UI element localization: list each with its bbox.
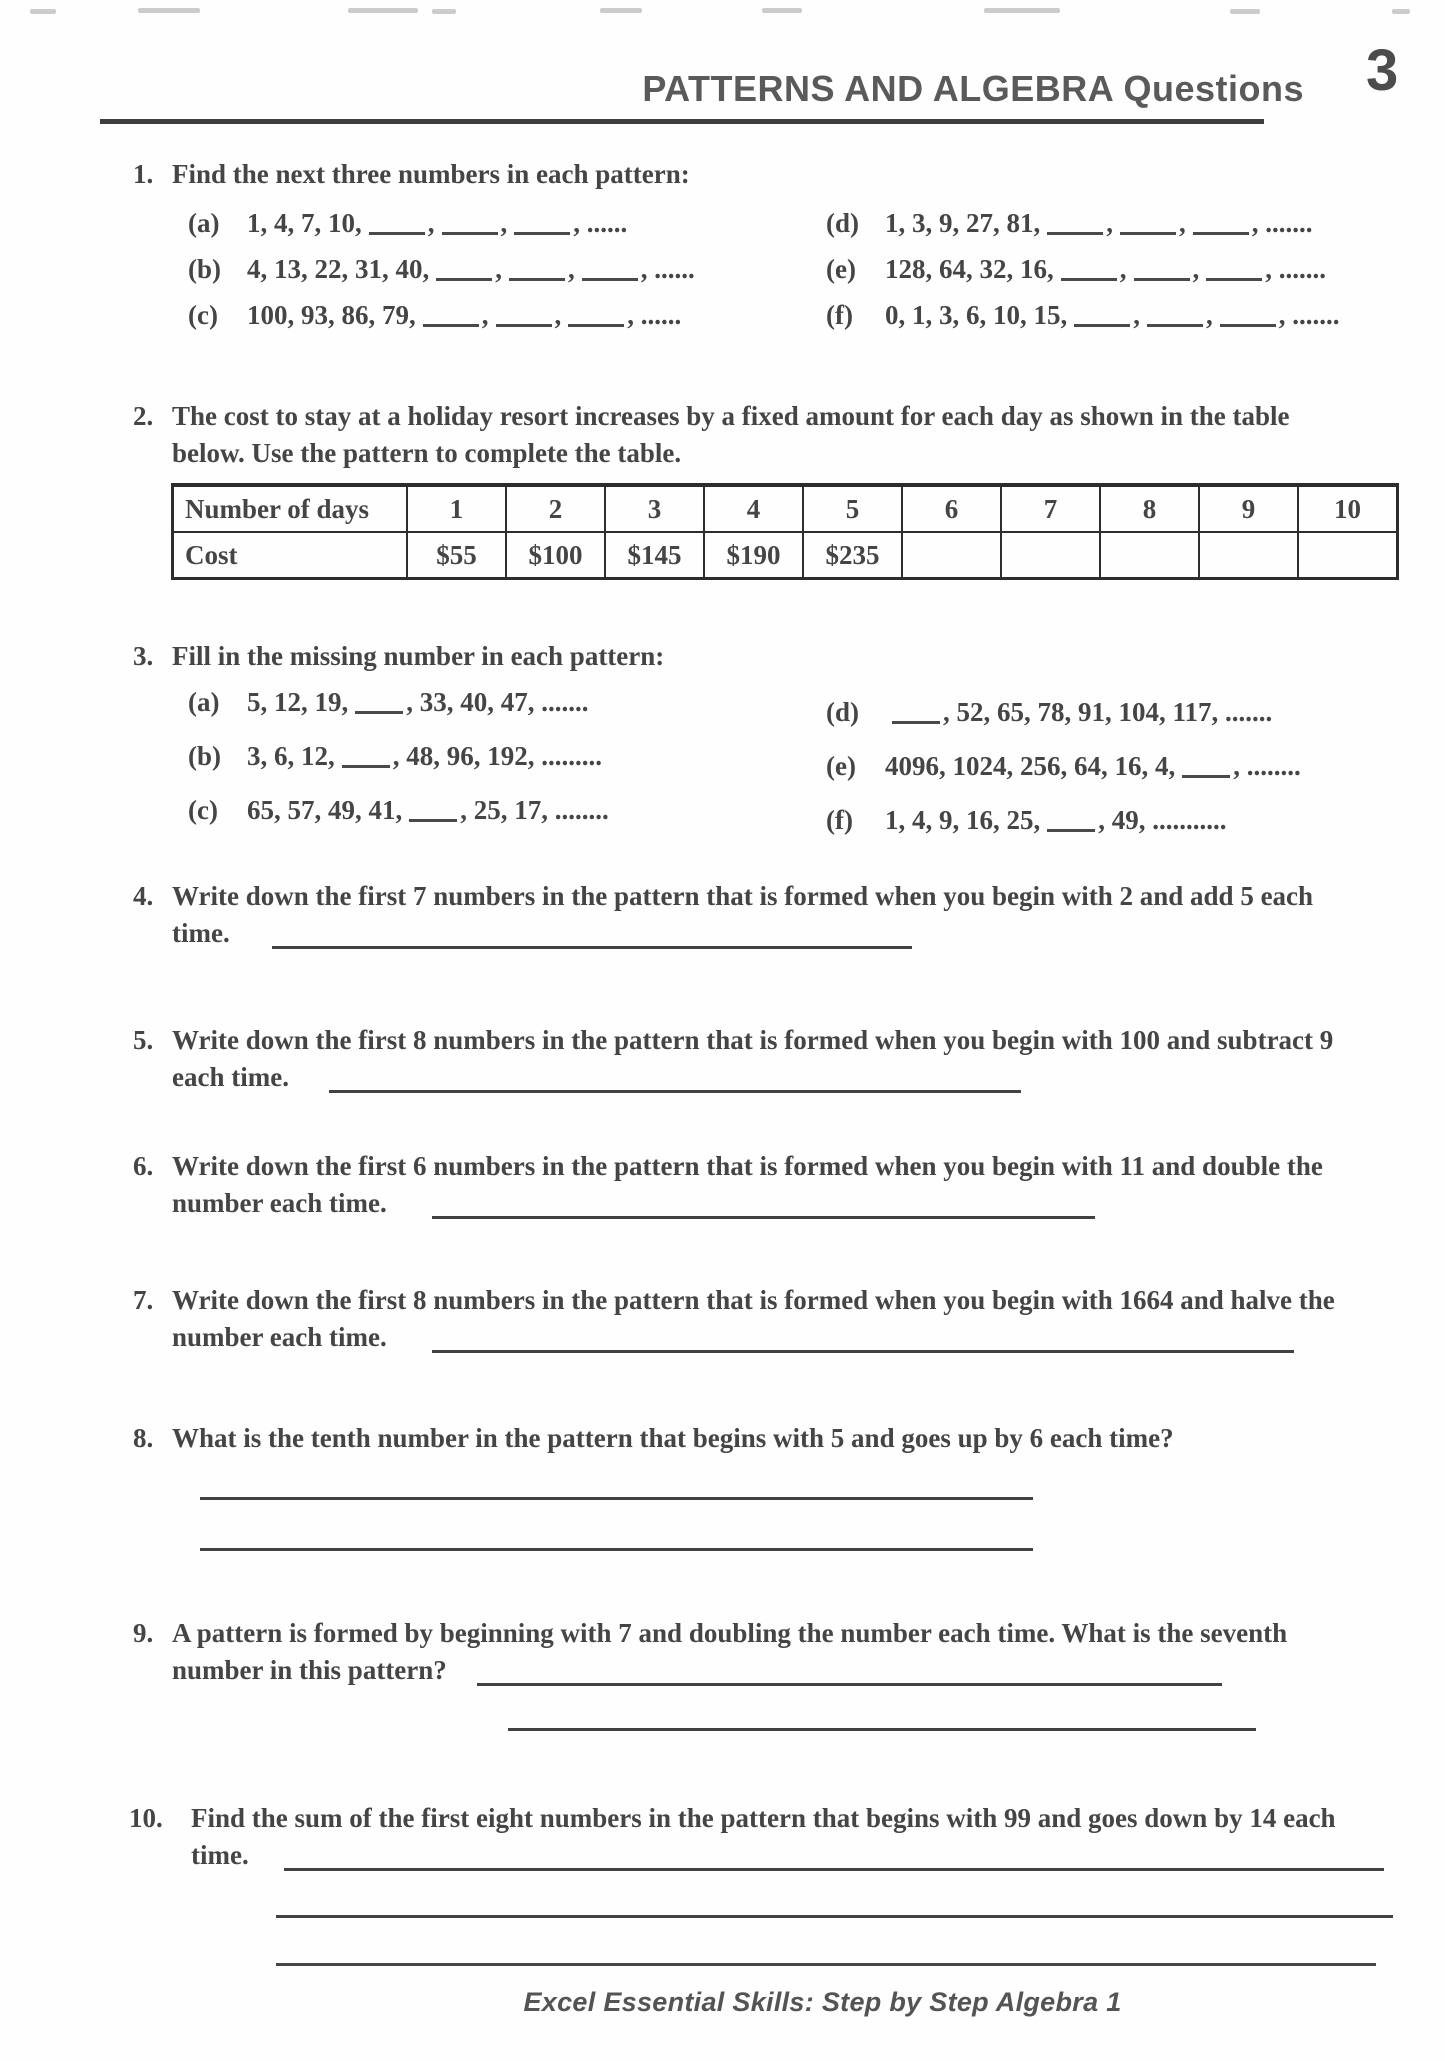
question-5 (133, 1022, 1333, 1096)
q3-right-items (826, 694, 1301, 856)
pattern-item (826, 297, 1340, 334)
sequence-text: 3, 6, 12, (247, 741, 335, 771)
cost-cell (1199, 532, 1298, 579)
cost-cell (1100, 532, 1199, 579)
cost-cell: $235 (803, 532, 902, 579)
sequence-text: , (568, 254, 575, 284)
item-label: (f) (826, 300, 853, 330)
question-text-line2: time. (172, 918, 230, 948)
sequence-text: , (1192, 254, 1200, 284)
scan-artifact (984, 8, 1060, 13)
pattern-item (188, 205, 695, 242)
item-label: (a) (188, 208, 220, 238)
question-text-line2: each time. (172, 1062, 289, 1092)
sequence-text: , (1179, 208, 1186, 238)
question-text-line1: Write down the first 6 numbers in the pattern that is formed when you begin with 11 and double the (172, 1151, 1323, 1181)
blank-line (1047, 824, 1095, 832)
scan-artifact (30, 9, 56, 14)
sequence-text: 128, 64, 32, 16, (885, 254, 1054, 284)
answer-line (272, 943, 912, 949)
item-label: (b) (188, 254, 221, 284)
blank-line (409, 814, 457, 822)
sequence-text: , ....... (1251, 208, 1313, 238)
cost-cell: $145 (605, 532, 704, 579)
question-3-prompt (133, 638, 664, 675)
item-label: (d) (826, 208, 859, 238)
pattern-item (826, 802, 1301, 839)
blank-line (1147, 319, 1203, 327)
item-label: (c) (188, 300, 218, 330)
pattern-item (826, 205, 1340, 242)
sequence-text: 1, 4, 9, 16, 25, (885, 805, 1041, 835)
days-cell: 9 (1199, 485, 1298, 532)
blank-line (509, 273, 565, 281)
scan-artifact (1392, 9, 1410, 14)
sequence-text: , (1206, 300, 1213, 330)
blank-line (342, 760, 390, 768)
cost-cell: $55 (407, 532, 506, 579)
question-text-line2: number each time. (172, 1188, 387, 1218)
blank-line (1074, 319, 1130, 327)
q3-left-items (188, 684, 609, 846)
days-cell: 3 (605, 485, 704, 532)
blank-line (568, 319, 624, 327)
blank-line (423, 319, 479, 327)
sequence-text: 5, 12, 19, (247, 687, 349, 717)
sequence-text: 4, 13, 22, 31, 40, (247, 254, 430, 284)
blank-line (436, 273, 492, 281)
question-number: 5. (133, 1025, 154, 1055)
days-cell: 4 (704, 485, 803, 532)
sequence-text: , 49, ........... (1098, 805, 1227, 835)
table-row-cost (173, 532, 1398, 579)
days-cell: 7 (1001, 485, 1100, 532)
days-cell: 1 (407, 485, 506, 532)
item-label: (a) (188, 687, 220, 717)
sequence-text: , 52, 65, 78, 91, 104, 117, ....... (943, 697, 1273, 727)
question-text-line1: A pattern is formed by beginning with 7 and doubling the number each time. What is the seventh (172, 1618, 1288, 1648)
item-label: (b) (188, 741, 221, 771)
blank-line (369, 227, 425, 235)
question-9 (133, 1615, 1287, 1689)
sequence-text: , 33, 40, 47, ....... (406, 687, 589, 717)
blank-line (514, 227, 570, 235)
blank-line (355, 706, 403, 714)
q1-left-items (188, 205, 695, 343)
sequence-text: , ...... (627, 300, 682, 330)
scan-artifact (600, 8, 642, 13)
item-label: (f) (826, 805, 853, 835)
question-8 (133, 1420, 1174, 1457)
sequence-text: , (500, 208, 508, 238)
cost-cell: $190 (704, 532, 803, 579)
days-cell: 6 (902, 485, 1001, 532)
sequence-text: , (1133, 300, 1140, 330)
blank-line (1134, 273, 1190, 281)
question-text: Fill in the missing number in each pattern: (172, 641, 665, 671)
question-4 (133, 878, 1313, 952)
question-number: 3. (133, 641, 154, 671)
answer-line (200, 1548, 1033, 1551)
sequence-text: 100, 93, 86, 79, (247, 300, 416, 330)
sequence-text: , (481, 300, 489, 330)
cost-cell (902, 532, 1001, 579)
blank-line (1182, 770, 1230, 778)
item-label: (e) (826, 254, 856, 284)
days-header-cell: Number of days (173, 485, 408, 532)
question-text: Find the next three numbers in each pattern: (172, 159, 690, 189)
question-number: 4. (133, 881, 154, 911)
question-number: 2. (133, 401, 154, 431)
pattern-item (188, 297, 695, 334)
q1-right-items (826, 205, 1340, 343)
answer-line (477, 1680, 1222, 1686)
question-text-line2: time. (191, 1840, 249, 1870)
sequence-text: , 48, 96, 192, ......... (392, 741, 602, 771)
question-number: 1. (133, 159, 154, 189)
header-rule (100, 119, 1264, 124)
blank-line (1206, 273, 1262, 281)
answer-line (284, 1865, 1384, 1871)
question-text-line2: below. Use the pattern to complete the table. (172, 438, 682, 468)
blank-line (892, 716, 940, 724)
question-6 (133, 1148, 1323, 1222)
footer-text: Excel Essential Skills: Step by Step Algebra 1 (523, 1987, 1122, 2017)
blank-line (1061, 273, 1117, 281)
sequence-text: , (1106, 208, 1113, 238)
sequence-text: 65, 57, 49, 41, (247, 795, 403, 825)
scan-artifact (1230, 9, 1260, 14)
answer-line (329, 1087, 1021, 1093)
blank-line (1193, 227, 1249, 235)
sequence-text: , ........ (1233, 751, 1301, 781)
pattern-item (188, 251, 695, 288)
blank-line (442, 227, 498, 235)
footer-rule (276, 1963, 1376, 1966)
cost-header-cell: Cost (173, 532, 408, 579)
sequence-text: , (554, 300, 562, 330)
answer-line (508, 1728, 1256, 1731)
answer-line (276, 1915, 1393, 1918)
question-text-line1: Write down the first 8 numbers in the pattern that is formed when you begin with 100 and subtract 9 (172, 1025, 1334, 1055)
scan-artifact (762, 8, 802, 13)
table-row-days (173, 485, 1398, 532)
days-cell: 2 (506, 485, 605, 532)
item-label: (d) (826, 697, 859, 727)
sequence-text: 1, 4, 7, 10, (247, 208, 362, 238)
sequence-text: , ....... (1278, 300, 1340, 330)
pattern-item (188, 684, 609, 721)
question-number: 8. (133, 1423, 154, 1453)
sequence-text: , ...... (573, 208, 628, 238)
answer-line (200, 1497, 1033, 1500)
sequence-text: , 25, 17, ........ (460, 795, 609, 825)
question-text-line1: Write down the first 7 numbers in the pattern that is formed when you begin with 2 and add 5 each (172, 881, 1314, 911)
question-number: 6. (133, 1151, 154, 1181)
blank-line (582, 273, 638, 281)
page-title: PATTERNS AND ALGEBRA Questions (642, 68, 1304, 109)
answer-line (432, 1347, 1294, 1353)
item-label: (c) (188, 795, 218, 825)
sequence-text: 4096, 1024, 256, 64, 16, 4, (885, 751, 1176, 781)
pattern-item (188, 738, 609, 775)
question-number: 7. (133, 1285, 154, 1315)
days-cell: 5 (803, 485, 902, 532)
sequence-text: , (1119, 254, 1127, 284)
question-7 (133, 1282, 1335, 1356)
sequence-text: , ...... (640, 254, 695, 284)
cost-cell (1298, 532, 1398, 579)
blank-line (1120, 227, 1176, 235)
question-text-line1: Write down the first 8 numbers in the pattern that is formed when you begin with 1664 and halve the (172, 1285, 1335, 1315)
question-number: 9. (133, 1618, 154, 1648)
pattern-item (188, 792, 609, 829)
question-10 (129, 1800, 1384, 1874)
blank-line (1047, 227, 1103, 235)
scan-artifact (432, 9, 456, 14)
blank-line (1220, 319, 1276, 327)
question-text-line2: number each time. (172, 1322, 387, 1352)
pattern-item (826, 694, 1301, 731)
cost-cell (1001, 532, 1100, 579)
sequence-text: , (427, 208, 435, 238)
cost-table (171, 483, 1399, 580)
item-label: (e) (826, 751, 856, 781)
question-1-prompt (133, 156, 690, 193)
days-cell: 10 (1298, 485, 1398, 532)
sequence-text: , ....... (1265, 254, 1326, 284)
pattern-item (826, 748, 1301, 785)
scan-artifact (348, 8, 418, 13)
answer-line (432, 1213, 1095, 1219)
sequence-text: 0, 1, 3, 6, 10, 15, (885, 300, 1068, 330)
question-text: What is the tenth number in the pattern that begins with 5 and goes up by 6 each time? (172, 1423, 1174, 1453)
blank-line (496, 319, 552, 327)
cost-cell: $100 (506, 532, 605, 579)
question-number: 10. (129, 1803, 163, 1833)
sequence-text: , (495, 254, 502, 284)
question-text-line1: The cost to stay at a holiday resort increases by a fixed amount for each day as shown in the table (172, 401, 1290, 431)
question-text-line2: number in this pattern? (172, 1655, 447, 1685)
days-cell: 8 (1100, 485, 1199, 532)
question-text-line1: Find the sum of the first eight numbers in the pattern that begins with 99 and goes down by 14 each (191, 1803, 1336, 1833)
sequence-text: 1, 3, 9, 27, 81, (885, 208, 1041, 238)
question-2-prompt (133, 398, 1290, 472)
scan-artifact (138, 8, 200, 13)
page-number: 3 (1366, 38, 1399, 103)
pattern-item (826, 251, 1340, 288)
